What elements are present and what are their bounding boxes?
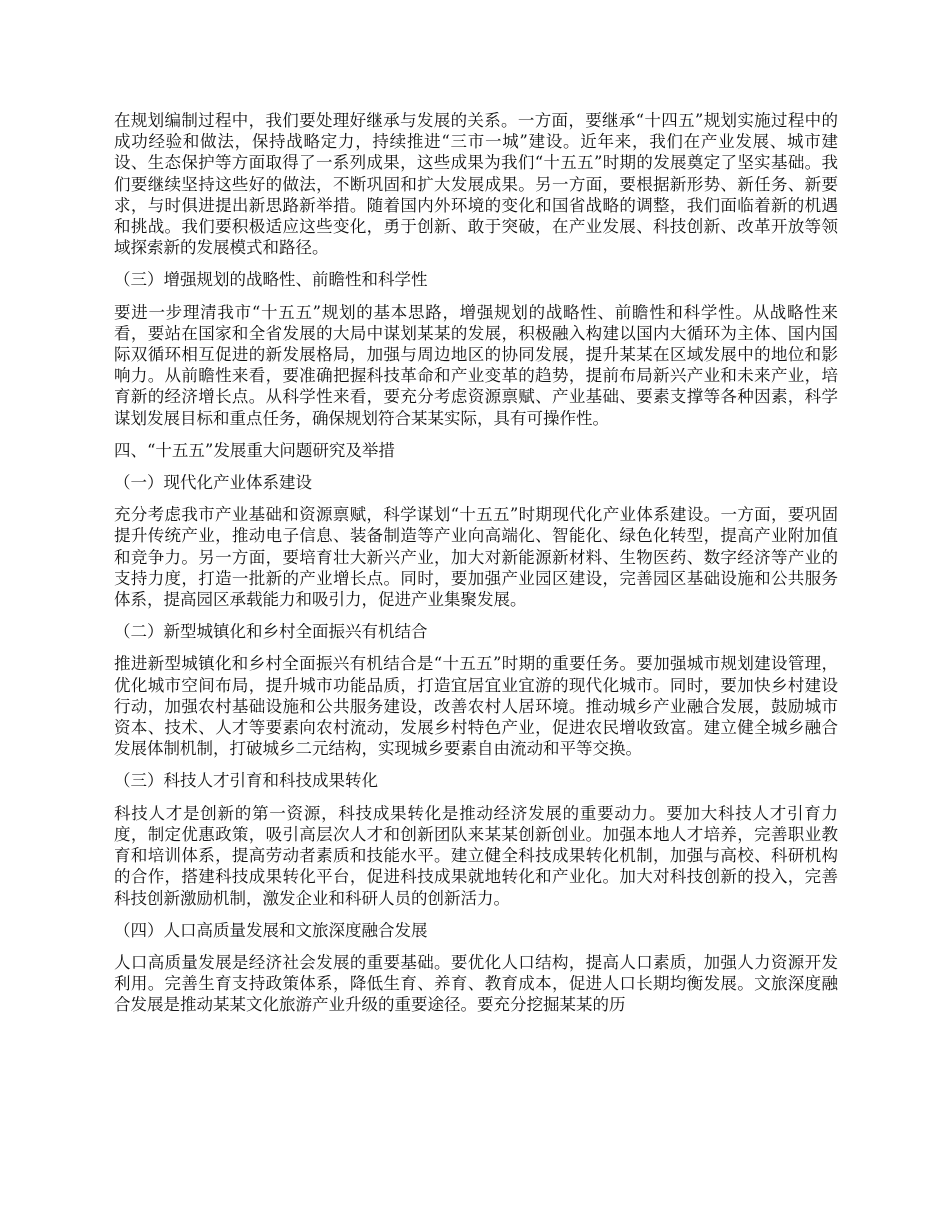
paragraph-strategic-planning: 要进一步理清我市“十五五”规划的基本思路，增强规划的战略性、前瞻性和科学性。从战略性来看，要站在国家和全省发展的大局中谋划某某的发展，积极融入构建以国内大循环为主体、国内国际双循环相互促进的新发展格局，加强与周边地区的协同发展，提升某某在区域发展中的地位和影响力。从前瞻性来看，要准确把握科技革命和产业变革的趋势，提前布局新兴产业和未来产业，培育新的经济增长点。从科学性来看，要充分考虑资源禀赋、产业基础、要素支撑等各种因素，科学谋划发展目标和重点任务，确保规划符合某某实际，具有可操作性。 [114,302,838,428]
paragraph-population-culture-tourism: 人口高质量发展是经济社会发展的重要基础。要优化人口结构，提高人口素质，加强人力资源开发利用。完善生育支持政策体系，降低生育、养育、教育成本，促进人口长期均衡发展。文旅深度融合发展是推动某某文化旅游产业升级的重要途径。要充分挖掘某某的历 [114,952,838,1015]
heading-tech-talent: （三）科技人才引育和科技成果转化 [114,771,378,791]
heading-population-culture-tourism: （四）人口高质量发展和文旅深度融合发展 [114,920,428,940]
heading-major-issues: 四、“十五五”发展重大问题研究及举措 [114,440,395,460]
paragraph-urbanization-rural: 推进新型城镇化和乡村全面振兴有机结合是“十五五”时期的重要任务。要加强城市规划建设管理，优化城市空间布局，提升城市功能品质，打造宜居宜业宜游的现代化城市。同时，要加快乡村建设行动，加强农村基础设施和公共服务建设，改善农村人居环境。推动城乡产业融合发展，鼓励城市资本、技术、人才等要素向农村流动，发展乡村特色产业，促进农民增收致富。建立健全城乡融合发展体制机制，打破城乡二元结构，实现城乡要素自由流动和平等交换。 [114,654,838,759]
heading-modern-industry: （一）现代化产业体系建设 [114,473,312,493]
paragraph-inheritance-development: 在规划编制过程中，我们要处理好继承与发展的关系。一方面，要继承“十四五”规划实施过程中的成功经验和做法，保持战略定力，持续推进“三市一城”建设。近年来，我们在产业发展、城市建设、生态保护等方面取得了一系列成果，这些成果为我们“十五五”时期的发展奠定了坚实基础。我们要继续坚持这些好的做法，不断巩固和扩大发展成果。另一方面，要根据新形势、新任务、新要求，与时俱进提出新思路新举措。随着国内外环境的变化和国省战略的调整，我们面临着新的机遇和挑战。我们要积极适应这些变化，勇于创新、敢于突破，在产业发展、科技创新、改革开放等领域探索新的发展模式和路径。 [114,111,838,258]
heading-strategic-planning: （三）增强规划的战略性、前瞻性和科学性 [114,270,428,290]
document-body [114,110,838,1016]
paragraph-modern-industry: 充分考虑我市产业基础和资源禀赋，科学谋划“十五五”时期现代化产业体系建设。一方面，要巩固提升传统产业，推动电子信息、装备制造等产业向高端化、智能化、绿色化转型，提高产业附加值和竞争力。另一方面，要培育壮大新兴产业，加大对新能源新材料、生物医药、数字经济等产业的支持力度，打造一批新的产业增长点。同时，要加强产业园区建设，完善园区基础设施和公共服务体系，提高园区承载能力和吸引力，促进产业集聚发展。 [114,505,838,610]
heading-urbanization-rural: （二）新型城镇化和乡村全面振兴有机结合 [114,622,428,642]
paragraph-tech-talent: 科技人才是创新的第一资源，科技成果转化是推动经济发展的重要动力。要加大科技人才引育力度，制定优惠政策，吸引高层次人才和创新团队来某某创新创业。加强本地人才培养，完善职业教育和培训体系，提高劳动者素质和技能水平。建立健全科技成果转化机制，加强与高校、科研机构的合作，搭建科技成果转化平台，促进科技成果就地转化和产业化。加大对科技创新的投入，完善科技创新激励机制，激发企业和科研人员的创新活力。 [114,803,838,908]
